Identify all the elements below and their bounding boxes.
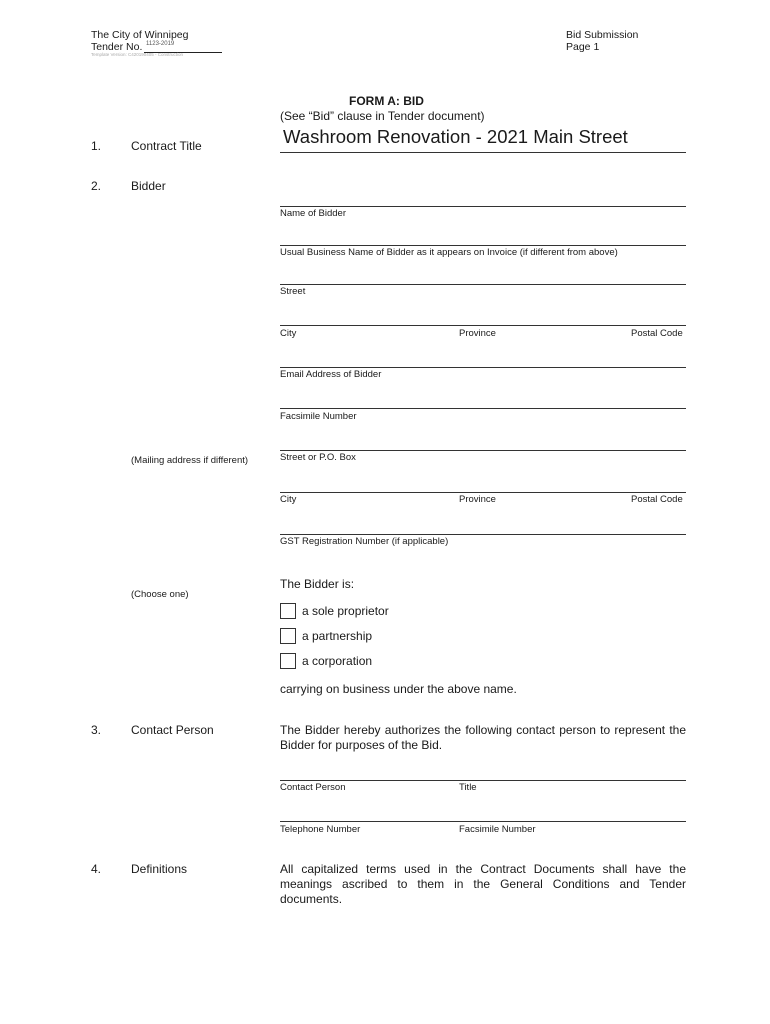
business-name-label: Usual Business Name of Bidder as it appears on Invoice (if different from above) (280, 247, 618, 258)
city-name: The City of Winnipeg (91, 29, 189, 41)
business-name-line[interactable] (280, 245, 686, 246)
sole-proprietor-label: a sole proprietor (302, 604, 389, 618)
telephone-label: Telephone Number (280, 824, 361, 835)
city-label: City (280, 328, 297, 339)
contact-person-label: Contact Person (280, 782, 346, 793)
fax-line[interactable] (280, 408, 686, 409)
gst-label: GST Registration Number (if applicable) (280, 536, 449, 547)
contact-person-line[interactable] (280, 780, 686, 781)
city-province-postal-line[interactable] (280, 325, 686, 326)
definitions-text: All capitalized terms used in the Contract Documents shall have the meanings ascribed to them in the General Conditions and Tender documents. (280, 862, 686, 906)
mailing-city-label: City (280, 494, 297, 505)
telephone-line[interactable] (280, 821, 686, 822)
section-3-label: Contact Person (131, 723, 214, 737)
po-box-line[interactable] (280, 450, 686, 451)
tender-number: 1123-2019 (146, 41, 175, 47)
mailing-city-line[interactable] (280, 492, 686, 493)
page-number: Page 1 (566, 41, 600, 53)
partnership-label: a partnership (302, 629, 373, 643)
email-line[interactable] (280, 367, 686, 368)
mailing-postal-code-label: Postal Code (631, 494, 683, 505)
bidder-name-label: Name of Bidder (280, 208, 347, 219)
contact-authorization-text: The Bidder hereby authorizes the following contact person to represent the Bidder for purposes of the Bid. (280, 723, 686, 752)
mailing-province-label: Province (459, 494, 496, 505)
postal-code-label: Postal Code (631, 328, 683, 339)
form-title: FORM A: BID (349, 94, 424, 108)
section-2-label: Bidder (131, 179, 166, 193)
mailing-address-note: (Mailing address if different) (131, 455, 249, 466)
street-line[interactable] (280, 284, 686, 285)
corporation-label: a corporation (302, 654, 373, 668)
sole-proprietor-checkbox[interactable] (280, 603, 296, 619)
corporation-checkbox[interactable] (280, 653, 296, 669)
contract-title-field[interactable] (280, 126, 686, 153)
choose-one-note: (Choose one) (131, 589, 189, 600)
bid-submission: Bid Submission (566, 29, 639, 41)
gst-line[interactable] (280, 534, 686, 535)
street-label: Street (280, 286, 306, 297)
email-label: Email Address of Bidder (280, 369, 382, 380)
po-box-label: Street or P.O. Box (280, 452, 356, 463)
contract-title-value: Washroom Renovation - 2021 Main Street (283, 126, 628, 147)
section-1-number: 1. (91, 139, 102, 153)
form-subtitle: (See “Bid” clause in Tender document) (280, 109, 485, 123)
carrying-on-business-text: carrying on business under the above name. (280, 682, 517, 696)
section-1-label: Contract Title (131, 139, 202, 153)
template-note: Template Version: C420190405 - Construction (91, 52, 184, 57)
bidder-is-label: The Bidder is: (280, 577, 355, 591)
partnership-checkbox[interactable] (280, 628, 296, 644)
province-label: Province (459, 328, 496, 339)
section-4-number: 4. (91, 862, 102, 876)
section-3-number: 3. (91, 723, 102, 737)
fax-label: Facsimile Number (280, 411, 357, 422)
contact-fax-label: Facsimile Number (459, 824, 536, 835)
contact-title-label: Title (459, 782, 477, 793)
tender-label-text: Tender No. (91, 41, 143, 53)
bidder-name-line[interactable] (280, 206, 686, 207)
section-4-label: Definitions (131, 862, 188, 876)
section-2-number: 2. (91, 179, 102, 193)
